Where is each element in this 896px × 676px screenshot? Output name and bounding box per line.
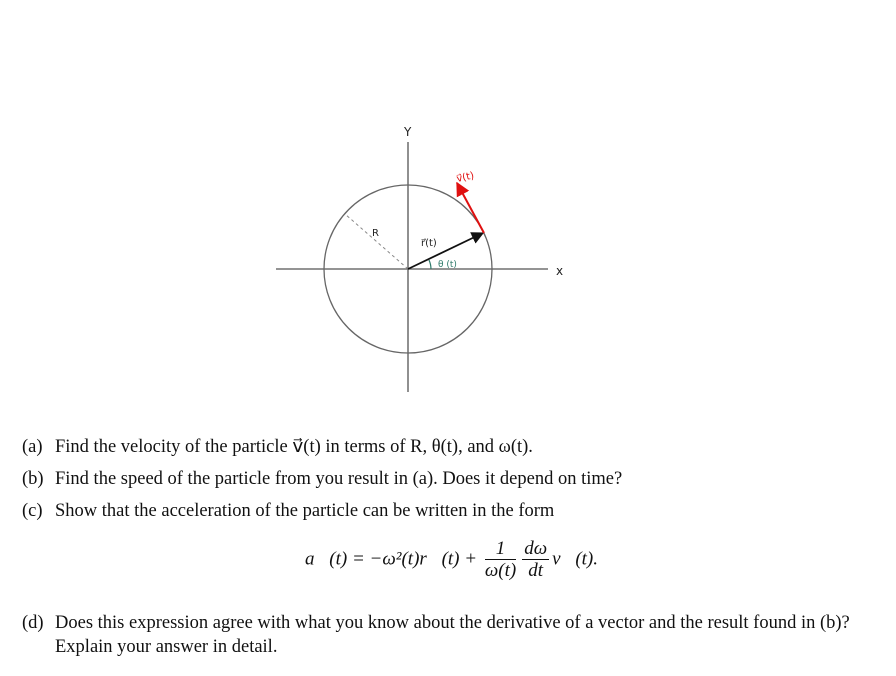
problem-c [22,499,872,523]
angle-arc [429,260,431,269]
position-vector-label: r⃗(t) [421,238,437,249]
y-axis-label: Y [404,125,412,139]
radius-dashed-line [345,214,408,269]
fraction-2-numerator: dω [524,538,548,559]
velocity-vector [457,183,484,233]
problem-d-label: (d) [22,613,44,633]
problem-b [22,467,872,491]
acceleration-equation [305,538,598,581]
velocity-vector-label: v⃗(t) [455,170,476,185]
fraction-1-denominator: ω(t) [484,560,517,581]
fraction-1-numerator: 1 [485,538,516,560]
problem-b-text: Find the speed of the particle from you result in (a). Does it depend on time? [55,469,623,489]
problem-a-label: (a) [22,437,43,457]
problem-a [22,435,872,459]
radius-label: R [372,228,379,239]
equation-lhs: a⃗(t) = −ω²(t)r⃗(t) + [305,548,478,570]
problem-d-text: Does this expression agree with what you know about the derivative of a vector and the result found in (b)? Explain your answer in detail. [55,613,850,657]
problem-c-label: (c) [22,501,43,521]
problem-c-text: Show that the acceleration of the particle can be written in the form [55,501,555,521]
equation-rhs: v⃗(t). [552,548,599,570]
angle-label: θ (t) [438,260,457,270]
problem-a-text: Find the velocity of the particle v⃗(t) in terms of R, θ(t), and ω(t). [55,437,533,457]
equation-fraction-1 [485,538,516,581]
equation-fraction-2 [522,538,549,581]
problem-b-label: (b) [22,469,44,489]
problem-d [22,611,896,659]
x-axis-label: x [556,264,564,278]
fraction-2-denominator: dt [528,560,544,581]
